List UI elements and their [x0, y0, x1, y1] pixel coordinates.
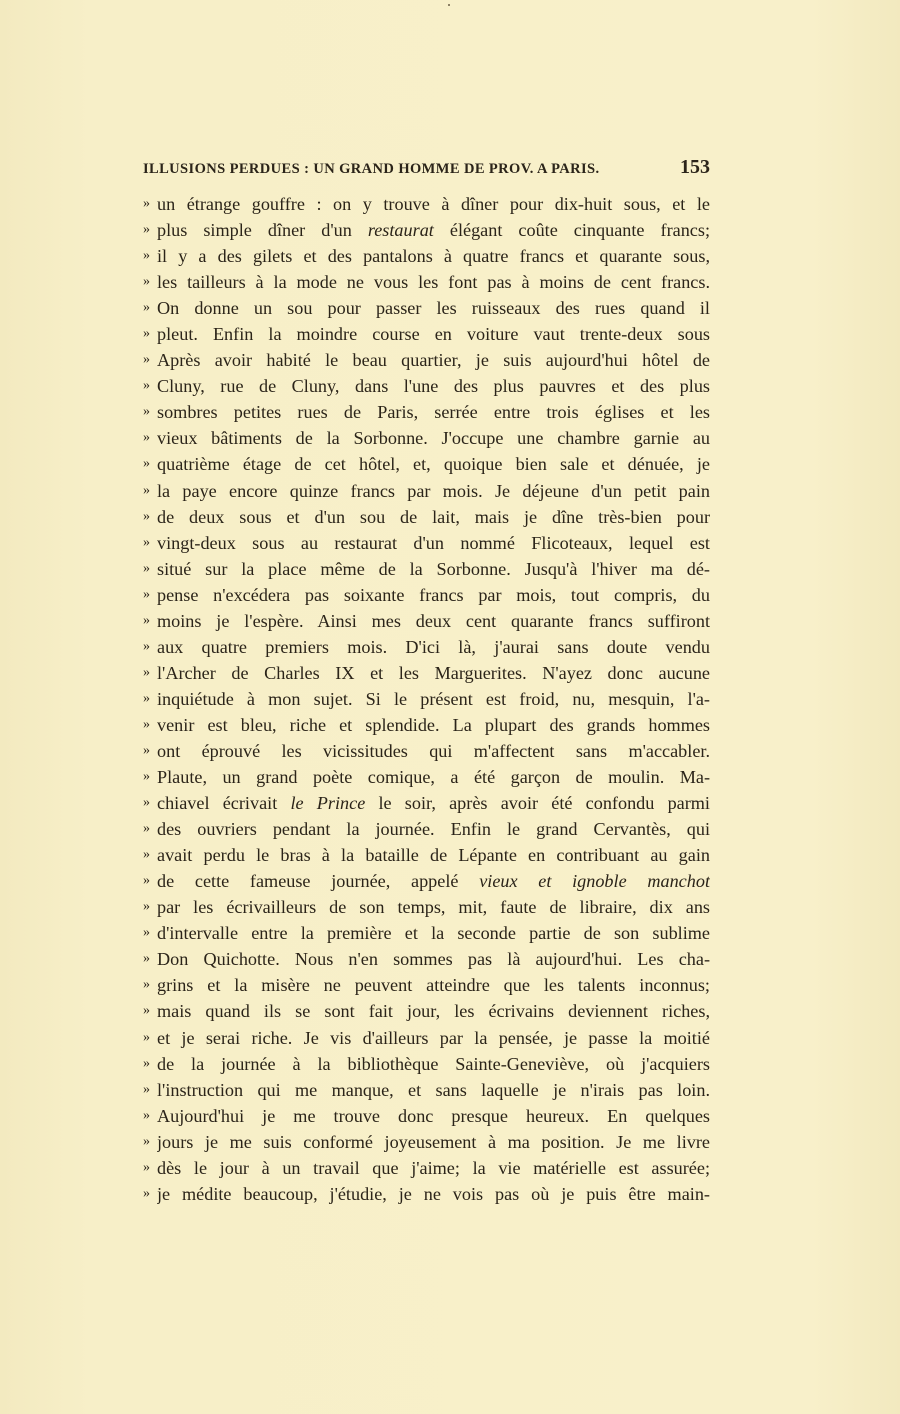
- quotation-mark: »: [143, 1107, 150, 1123]
- text-line: [143, 972, 710, 998]
- line-text: [157, 1103, 710, 1129]
- text-segment: des ouvriers pendant la journée. Enfin le grand Cervantès, qui: [157, 819, 710, 840]
- text-segment: les tailleurs à la mode ne vous les font pas à moins de cent francs.: [157, 272, 710, 293]
- text-line: [143, 738, 710, 764]
- text-segment: Plaute, un grand poète comique, a été garçon de moulin. Ma-: [157, 767, 710, 788]
- text-line: [143, 478, 710, 504]
- text-line: [143, 1025, 710, 1051]
- line-text: [157, 998, 710, 1024]
- quotation-mark: »: [143, 951, 150, 967]
- text-segment: la paye encore quinze francs par mois. Je déjeune d'un petit pain: [157, 480, 710, 501]
- quotation-mark: »: [143, 873, 150, 889]
- line-text: [157, 712, 710, 738]
- line-text: [157, 920, 710, 946]
- quotation-mark: »: [143, 742, 150, 758]
- text-segment: dès le jour à un travail que j'aime; la vie matérielle est assurée;: [157, 1157, 710, 1178]
- running-title: ILLUSIONS PERDUES : UN GRAND HOMME DE PROV. A PARIS.: [143, 161, 600, 177]
- italic-segment: restaurat: [367, 220, 434, 241]
- line-text: [157, 347, 710, 373]
- text-line: [143, 634, 710, 660]
- quotation-mark: »: [143, 977, 150, 993]
- quotation-mark: »: [143, 769, 150, 785]
- text-segment: jours je me suis conformé joyeusement à ma position. Je me livre: [157, 1131, 710, 1152]
- text-segment: le soir, après avoir été confondu parmi: [365, 793, 710, 814]
- line-text: [157, 295, 710, 321]
- text-line: [143, 1051, 710, 1077]
- quotation-mark: »: [143, 196, 150, 211]
- line-text: [157, 1077, 710, 1103]
- quotation-mark: »: [143, 222, 150, 238]
- line-text: [157, 191, 710, 217]
- line-text: [157, 634, 710, 660]
- line-text: [157, 738, 710, 764]
- text-line: [143, 191, 710, 217]
- quotation-mark: »: [143, 1055, 150, 1071]
- line-text: [157, 790, 710, 816]
- text-line: [143, 920, 710, 946]
- line-text: [157, 842, 710, 868]
- text-segment: de deux sous et d'un sou de lait, mais je dîne très-bien pour: [157, 506, 710, 527]
- line-text: [157, 478, 710, 504]
- line-text: [157, 686, 710, 712]
- quotation-mark: »: [143, 925, 150, 941]
- text-segment: de la journée à la bibliothèque Sainte-Geneviève, où j'acquiers: [157, 1053, 710, 1074]
- quotation-mark: »: [143, 508, 150, 524]
- line-text: [157, 1181, 710, 1207]
- quotation-mark: »: [143, 795, 150, 811]
- text-segment: l'instruction qui me manque, et sans laquelle je n'irais pas loin.: [157, 1079, 710, 1100]
- quotation-mark: »: [143, 1185, 150, 1201]
- text-segment: par les écrivailleurs de son temps, mit, faute de libraire, dix ans: [157, 897, 710, 918]
- text-line: [143, 1103, 710, 1129]
- line-text: [157, 504, 710, 530]
- line-text: [157, 451, 710, 477]
- text-line: [143, 790, 710, 816]
- text-segment: Don Quichotte. Nous n'en sommes pas là aujourd'hui. Les cha-: [157, 949, 710, 970]
- text-segment: Après avoir habité le beau quartier, je suis aujourd'hui hôtel de: [157, 350, 710, 371]
- italic-segment: le Prince: [290, 793, 366, 814]
- text-segment: mais quand ils se sont fait jour, les écrivains deviennent riches,: [157, 1001, 710, 1022]
- text-line: [143, 504, 710, 530]
- quotation-mark: »: [143, 1133, 150, 1149]
- text-line: [143, 530, 710, 556]
- text-line: [143, 608, 710, 634]
- text-segment: sombres petites rues de Paris, serrée entre trois églises et les: [157, 402, 710, 423]
- line-text: [157, 373, 710, 399]
- quotation-mark: »: [143, 899, 150, 915]
- line-text: [157, 556, 710, 582]
- text-segment: Cluny, rue de Cluny, dans l'une des plus pauvres et des plus: [157, 376, 710, 397]
- quotation-mark: »: [143, 326, 150, 342]
- text-segment: chiavel écrivait: [157, 793, 291, 814]
- quotation-mark: »: [143, 300, 150, 316]
- text-line: [143, 894, 710, 920]
- text-segment: vingt-deux sous au restaurat d'un nommé Flicoteaux, lequel est: [157, 532, 710, 553]
- line-text: [157, 972, 710, 998]
- quotation-mark: »: [143, 1159, 150, 1175]
- quotation-mark: »: [143, 847, 150, 863]
- line-text: [157, 764, 710, 790]
- quotation-mark: »: [143, 430, 150, 446]
- text-line: [143, 842, 710, 868]
- quotation-mark: »: [143, 482, 150, 498]
- quotation-mark: »: [143, 664, 150, 680]
- page-header: [143, 156, 710, 180]
- text-segment: Aujourd'hui je me trouve donc presque heureux. En quelques: [157, 1105, 710, 1126]
- quotation-mark: »: [143, 821, 150, 837]
- quotation-mark: »: [143, 560, 150, 576]
- text-line: [143, 269, 710, 295]
- text-segment: je médite beaucoup, j'étudie, je ne vois pas où je puis être main-: [157, 1183, 710, 1204]
- quotation-mark: »: [143, 612, 150, 628]
- text-segment: grins et la misère ne peuvent atteindre que les talents inconnus;: [157, 975, 710, 996]
- text-line: [143, 582, 710, 608]
- text-segment: On donne un sou pour passer les ruisseaux des rues quand il: [157, 298, 710, 319]
- quotation-mark: »: [143, 1029, 150, 1045]
- text-segment: avait perdu le bras à la bataille de Lépante en contribuant au gain: [157, 845, 710, 866]
- quotation-mark: »: [143, 274, 150, 290]
- text-line: [143, 425, 710, 451]
- text-line: [143, 217, 710, 243]
- text-segment: élégant coûte cinquante francs;: [433, 220, 710, 241]
- line-text: [157, 1129, 710, 1155]
- line-text: [157, 946, 710, 972]
- text-segment: plus simple dîner d'un: [157, 220, 368, 241]
- text-segment: de cette fameuse journée, appelé: [157, 871, 480, 892]
- text-line: [143, 998, 710, 1024]
- text-line: [143, 399, 710, 425]
- quotation-mark: »: [143, 716, 150, 732]
- text-segment: l'Archer de Charles IX et les Marguerites. N'ayez donc aucune: [157, 662, 710, 683]
- text-line: [143, 816, 710, 842]
- text-line: [143, 347, 710, 373]
- page-number: 153: [680, 156, 710, 178]
- text-line: [143, 686, 710, 712]
- print-speck: [448, 4, 450, 6]
- line-text: [157, 399, 710, 425]
- text-segment: quatrième étage de cet hôtel, et, quoique bien sale et dénuée, je: [157, 454, 710, 475]
- text-line: [143, 1155, 710, 1181]
- text-segment: situé sur la place même de la Sorbonne. Jusqu'à l'hiver ma dé-: [157, 558, 710, 579]
- quotation-mark: »: [143, 690, 150, 706]
- quotation-mark: »: [143, 248, 150, 264]
- line-text: [157, 816, 710, 842]
- line-text: [157, 868, 710, 894]
- text-segment: d'intervalle entre la première et la seconde partie de son sublime: [157, 923, 710, 944]
- line-text: [157, 530, 710, 556]
- body-text: [143, 191, 710, 1207]
- text-segment: ont éprouvé les vicissitudes qui m'affectent sans m'accabler.: [157, 740, 710, 761]
- line-text: [157, 894, 710, 920]
- quotation-mark: »: [143, 638, 150, 654]
- line-text: [157, 321, 710, 347]
- quotation-mark: »: [143, 534, 150, 550]
- italic-segment: vieux et ignoble manchot: [479, 871, 710, 892]
- text-line: [143, 868, 710, 894]
- text-line: [143, 764, 710, 790]
- line-text: [157, 608, 710, 634]
- text-line: [143, 660, 710, 686]
- line-text: [157, 660, 710, 686]
- line-text: [157, 217, 710, 243]
- text-segment: un étrange gouffre : on y trouve à dîner pour dix-huit sous, et le: [157, 194, 710, 214]
- line-text: [157, 1155, 710, 1181]
- quotation-mark: »: [143, 378, 150, 394]
- text-line: [143, 373, 710, 399]
- text-line: [143, 243, 710, 269]
- text-line: [143, 556, 710, 582]
- line-text: [157, 1051, 710, 1077]
- text-line: [143, 946, 710, 972]
- line-text: [157, 269, 710, 295]
- line-text: [157, 1025, 710, 1051]
- text-segment: il y a des gilets et des pantalons à quatre francs et quarante sous,: [157, 246, 710, 267]
- text-line: [143, 1181, 710, 1207]
- text-line: [143, 295, 710, 321]
- text-line: [143, 1077, 710, 1103]
- text-line: [143, 712, 710, 738]
- quotation-mark: »: [143, 1081, 150, 1097]
- line-text: [157, 425, 710, 451]
- text-segment: venir est bleu, riche et splendide. La plupart des grands hommes: [157, 714, 710, 735]
- quotation-mark: »: [143, 586, 150, 602]
- quotation-mark: »: [143, 404, 150, 420]
- text-segment: pense n'excédera pas soixante francs par mois, tout compris, du: [157, 584, 710, 605]
- text-segment: pleut. Enfin la moindre course en voiture vaut trente-deux sous: [157, 324, 710, 345]
- text-segment: aux quatre premiers mois. D'ici là, j'aurai sans doute vendu: [157, 636, 710, 657]
- text-segment: inquiétude à mon sujet. Si le présent est froid, nu, mesquin, l'a-: [157, 688, 710, 709]
- text-line: [143, 321, 710, 347]
- line-text: [157, 243, 710, 269]
- text-line: [143, 1129, 710, 1155]
- text-segment: vieux bâtiments de la Sorbonne. J'occupe une chambre garnie au: [157, 428, 710, 449]
- quotation-mark: »: [143, 352, 150, 368]
- text-line: [143, 451, 710, 477]
- quotation-mark: »: [143, 1003, 150, 1019]
- text-segment: moins je l'espère. Ainsi mes deux cent quarante francs suffiront: [157, 610, 710, 631]
- text-segment: et je serai riche. Je vis d'ailleurs par la pensée, je passe la moitié: [157, 1027, 710, 1048]
- line-text: [157, 582, 710, 608]
- quotation-mark: »: [143, 456, 150, 472]
